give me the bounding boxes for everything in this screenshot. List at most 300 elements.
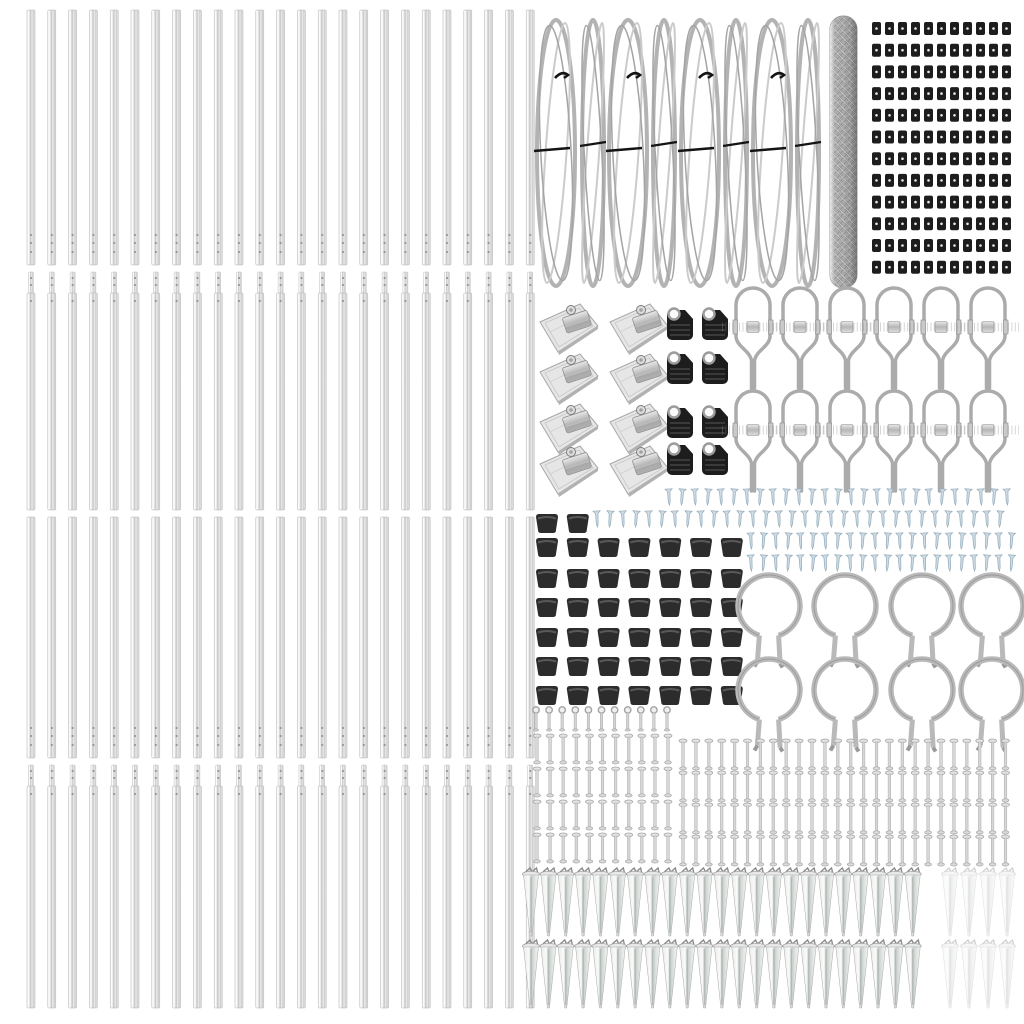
connector-pin (546, 800, 554, 830)
fence-clip-nut (976, 196, 985, 209)
connector-pin (664, 833, 672, 863)
connector-pin (860, 771, 868, 802)
wire-coil (649, 20, 680, 286)
corner-connector (702, 353, 728, 385)
fence-post (256, 10, 264, 265)
screw (671, 511, 679, 527)
connector-pin (679, 803, 687, 834)
fence-clip-nut (911, 22, 920, 35)
fence-clip-nut (898, 44, 907, 57)
fence-clip-nut (872, 87, 881, 100)
post-cap (536, 657, 558, 676)
fence-clip-nut (1002, 87, 1011, 100)
fence-clip-nut (963, 109, 972, 122)
fence-post (318, 272, 326, 510)
fence-post (339, 272, 347, 510)
fence-clip-nut (924, 109, 933, 122)
connector-pin (572, 767, 580, 797)
fence-clip-nut (950, 44, 959, 57)
eye-pin (559, 707, 565, 731)
connector-pin (808, 739, 816, 770)
fence-clip-nut (989, 261, 998, 274)
eye-pin (546, 707, 552, 731)
post-cap (598, 686, 620, 705)
wire-strainer (910, 391, 972, 491)
screws-row-3 (747, 533, 1016, 549)
connector-pin (885, 739, 893, 770)
fence-post (401, 765, 409, 1008)
connector-pin (756, 771, 764, 802)
fence-clip-nut (1002, 196, 1011, 209)
screw (840, 511, 848, 527)
ground-spike (627, 940, 644, 1008)
screw (908, 555, 916, 571)
fence-post (131, 517, 139, 758)
fence-post (297, 517, 305, 758)
connector-pin (937, 771, 945, 802)
fence-clip-nut (989, 152, 998, 165)
ground-spike (748, 940, 765, 1008)
screw (723, 511, 731, 527)
post-cap (628, 538, 650, 557)
ground-spike (592, 868, 609, 936)
screw (809, 533, 817, 549)
connector-pin (572, 833, 580, 863)
fence-clip-nut (950, 174, 959, 187)
fence-clip-nut (885, 109, 894, 122)
fence-post (214, 517, 222, 758)
connector-pin (860, 739, 868, 770)
connector-pin (559, 734, 567, 764)
screw (759, 533, 767, 549)
screw (858, 555, 866, 571)
ground-spike (942, 940, 959, 1008)
corner-connector (667, 444, 693, 476)
eye-pin (572, 707, 578, 731)
fence-clip-nut (989, 87, 998, 100)
connector-pin (885, 835, 893, 866)
fence-post (401, 272, 409, 510)
fence-clip-nut (976, 22, 985, 35)
screw (970, 511, 978, 527)
fence-clip-nut (885, 174, 894, 187)
fence-clip-nut (937, 152, 946, 165)
screw (814, 511, 822, 527)
fence-clip-nut (924, 261, 933, 274)
connector-pin (744, 771, 752, 802)
fence-post (443, 10, 451, 265)
connector-pin (599, 800, 607, 830)
fence-post (235, 10, 243, 265)
connector-pin (625, 833, 633, 863)
screw (908, 533, 916, 549)
connector-pins-right (679, 739, 1010, 866)
ground-spike (609, 940, 626, 1008)
ground-spike (661, 940, 678, 1008)
connector-pin (976, 803, 984, 834)
ground-spike (713, 940, 730, 1008)
fence-clip-nut (1002, 22, 1011, 35)
screw (931, 511, 939, 527)
ground-spike (783, 868, 800, 936)
connector-pin (782, 739, 790, 770)
fence-clip-nut (937, 217, 946, 230)
post-cap (536, 598, 558, 617)
screw (945, 555, 953, 571)
fence-post (214, 272, 222, 510)
fence-clip-nut (950, 152, 959, 165)
fence-post (214, 765, 222, 1008)
connector-pin (585, 800, 593, 830)
fence-post (360, 272, 368, 510)
screw (747, 555, 755, 571)
screw (762, 511, 770, 527)
screw (619, 511, 627, 527)
connector-pin (860, 835, 868, 866)
post-cap (628, 598, 650, 617)
fence-clip-nuts-grid (872, 22, 1011, 274)
fence-clip-nut (989, 239, 998, 252)
connector-pin (769, 803, 777, 834)
screw (921, 533, 929, 549)
fence-clip-nut (950, 109, 959, 122)
fence-post (443, 272, 451, 510)
connector-pin (795, 803, 803, 834)
ground-spike (713, 868, 730, 936)
connector-pin (911, 835, 919, 866)
connector-pin (559, 800, 567, 830)
wire-mesh-roll (830, 16, 857, 288)
connector-pin (744, 739, 752, 770)
ground-spike (627, 868, 644, 936)
ground-spike (904, 940, 921, 1008)
fence-posts-row-2 (27, 272, 534, 510)
fence-post (505, 765, 513, 1008)
ground-spike (887, 868, 904, 936)
fence-post (193, 272, 201, 510)
ground-spike (980, 940, 997, 1008)
connector-pin (692, 771, 700, 802)
fence-clip-nut (937, 174, 946, 187)
fence-post (27, 272, 35, 510)
screw (684, 511, 692, 527)
post-cap (690, 686, 712, 705)
connector-pin (651, 833, 659, 863)
connector-pin (599, 767, 607, 797)
fence-clip-nut (937, 131, 946, 144)
post-cap (598, 598, 620, 617)
fence-post (443, 765, 451, 1008)
pipe-hook (891, 659, 953, 751)
connector-pin (692, 739, 700, 770)
fence-post (110, 10, 118, 265)
connector-pin (585, 734, 593, 764)
connector-pin (744, 803, 752, 834)
connector-pin (898, 771, 906, 802)
base-plate (540, 446, 598, 497)
screw (717, 489, 725, 505)
screw (899, 489, 907, 505)
fence-clip-nut (1002, 239, 1011, 252)
post-cap (690, 538, 712, 557)
fence-clip-nut (898, 109, 907, 122)
fence-clip-nut (989, 44, 998, 57)
fence-clip-nut (872, 261, 881, 274)
fence-clip-nut (924, 131, 933, 144)
connector-pin (808, 771, 816, 802)
connector-pin (821, 739, 829, 770)
connector-pin (963, 803, 971, 834)
fence-post (27, 765, 35, 1008)
pipe-hook (814, 659, 876, 751)
screw (749, 511, 757, 527)
screw (933, 533, 941, 549)
connector-pin (873, 803, 881, 834)
post-cap (721, 569, 743, 588)
fence-clip-nut (976, 152, 985, 165)
connector-pin (679, 739, 687, 770)
fence-post (339, 10, 347, 265)
fence-post (485, 272, 493, 510)
screw (944, 511, 952, 527)
connector-pin (873, 739, 881, 770)
screw (632, 511, 640, 527)
connector-pin (821, 803, 829, 834)
fence-clip-nut (924, 196, 933, 209)
connector-pin (885, 771, 893, 802)
fence-post (422, 272, 430, 510)
connector-pin (664, 734, 672, 764)
connector-pin (924, 803, 932, 834)
wire-strainers (722, 288, 1019, 491)
fence-clip-nut (924, 44, 933, 57)
ground-spike (942, 868, 959, 936)
connector-pin (976, 771, 984, 802)
fence-clip-nut (911, 87, 920, 100)
wire-coil (750, 20, 794, 286)
connector-pin (625, 800, 633, 830)
fence-clip-nut (872, 152, 881, 165)
screw (951, 489, 959, 505)
wire-coil (534, 20, 578, 286)
ground-spike (644, 940, 661, 1008)
connector-pin (638, 734, 646, 764)
pipe-hook (738, 659, 800, 751)
ground-spike (887, 940, 904, 1008)
fence-post (505, 517, 513, 758)
connector-pin (625, 767, 633, 797)
fence-clip-nut (885, 131, 894, 144)
connector-pin (559, 833, 567, 863)
screw (704, 489, 712, 505)
fence-clip-nut (963, 131, 972, 144)
fence-clip-nut (963, 87, 972, 100)
connector-pin (731, 771, 739, 802)
ground-spike (765, 940, 782, 1008)
screw (896, 533, 904, 549)
ground-spike (852, 868, 869, 936)
connector-pin (885, 803, 893, 834)
eye-pins (533, 707, 670, 731)
connector-pin (572, 734, 580, 764)
connector-pin (821, 771, 829, 802)
fence-clip-nut (976, 239, 985, 252)
fence-post (485, 517, 493, 758)
screw (710, 511, 718, 527)
screw (964, 489, 972, 505)
screw (747, 533, 755, 549)
fence-post (485, 10, 493, 265)
fence-clip-nut (950, 196, 959, 209)
fence-clip-nut (989, 22, 998, 35)
fence-clip-nut (989, 217, 998, 230)
eye-pin (585, 707, 591, 731)
connector-pin (821, 835, 829, 866)
ground-spike (696, 868, 713, 936)
post-cap (659, 657, 681, 676)
screw (606, 511, 614, 527)
screw (957, 511, 965, 527)
screw (995, 533, 1003, 549)
screw (769, 489, 777, 505)
connector-pin (651, 734, 659, 764)
fence-clip-nut (937, 109, 946, 122)
fence-post (173, 10, 181, 265)
fence-clip-nut (950, 239, 959, 252)
screw (996, 511, 1004, 527)
screw (925, 489, 933, 505)
fence-clip-nut (963, 196, 972, 209)
fence-post (526, 517, 534, 758)
connector-pin (782, 803, 790, 834)
fence-clip-nut (950, 261, 959, 274)
base-plate (610, 304, 668, 355)
fence-post (89, 517, 97, 758)
screw (827, 511, 835, 527)
screw (775, 511, 783, 527)
screw (883, 555, 891, 571)
fence-post (464, 272, 472, 510)
connector-pin (664, 800, 672, 830)
connector-pin (731, 835, 739, 866)
fence-clip-nut (885, 196, 894, 209)
connector-pin (782, 771, 790, 802)
fence-clip-nut (898, 239, 907, 252)
fence-post (89, 272, 97, 510)
fence-clip-nut (963, 239, 972, 252)
connector-pin (705, 771, 713, 802)
fence-clip-nut (963, 174, 972, 187)
fence-post (381, 765, 389, 1008)
post-cap (598, 657, 620, 676)
screw (756, 489, 764, 505)
ground-spike (818, 940, 835, 1008)
screw (995, 555, 1003, 571)
screw (970, 555, 978, 571)
eye-pin (651, 707, 657, 731)
screw (860, 489, 868, 505)
fence-post (277, 10, 285, 265)
ground-spike (748, 868, 765, 936)
connector-pin (651, 767, 659, 797)
fence-post (360, 10, 368, 265)
base-plate (540, 354, 598, 405)
ground-spike (731, 940, 748, 1008)
post-cap (567, 686, 589, 705)
corner-connector (667, 407, 693, 439)
fence-post (27, 517, 35, 758)
connector-pin (679, 771, 687, 802)
fence-post (48, 765, 56, 1008)
connector-pin (638, 800, 646, 830)
fence-post (464, 765, 472, 1008)
fence-clip-nut (911, 65, 920, 78)
connector-pin (651, 800, 659, 830)
wire-strainer (816, 288, 878, 388)
fence-clip-nut (1002, 174, 1011, 187)
screw (736, 511, 744, 527)
connector-pin (963, 771, 971, 802)
fence-clip-nut (963, 217, 972, 230)
fence-post (131, 765, 139, 1008)
ground-spike (818, 868, 835, 936)
fence-post (505, 272, 513, 510)
connector-pin (795, 835, 803, 866)
connector-pins-left (533, 734, 672, 863)
connector-pin (847, 835, 855, 866)
connector-pin (924, 835, 932, 866)
eye-pin (625, 707, 631, 731)
ground-spike (575, 940, 592, 1008)
fence-clip-nut (885, 44, 894, 57)
post-cap (659, 538, 681, 557)
connector-pin (1002, 835, 1010, 866)
post-cap (721, 538, 743, 557)
screw (808, 489, 816, 505)
fence-clip-nut (1002, 109, 1011, 122)
ground-spike (557, 940, 574, 1008)
fence-clip-nut (898, 217, 907, 230)
connector-pin (769, 739, 777, 770)
post-cap (598, 569, 620, 588)
fence-clip-nut (911, 261, 920, 274)
connector-pin (989, 803, 997, 834)
fence-post (152, 10, 160, 265)
screw (970, 533, 978, 549)
fence-post (297, 765, 305, 1008)
wire-coil (578, 20, 609, 286)
fence-clip-nut (885, 239, 894, 252)
connector-pin (937, 803, 945, 834)
connector-pin (769, 835, 777, 866)
connector-pin (989, 771, 997, 802)
fence-clip-nut (911, 217, 920, 230)
screw (645, 511, 653, 527)
screw (958, 533, 966, 549)
screw (1003, 489, 1011, 505)
ground-spike (679, 868, 696, 936)
fence-post (235, 272, 243, 510)
post-cap (567, 569, 589, 588)
screw (918, 511, 926, 527)
connector-pin (731, 803, 739, 834)
wire-strainer (722, 391, 784, 491)
post-caps (536, 514, 743, 705)
fence-clip-nut (885, 217, 894, 230)
fence-post (110, 765, 118, 1008)
wire-strainer (722, 288, 784, 388)
fence-clip-nut (976, 217, 985, 230)
